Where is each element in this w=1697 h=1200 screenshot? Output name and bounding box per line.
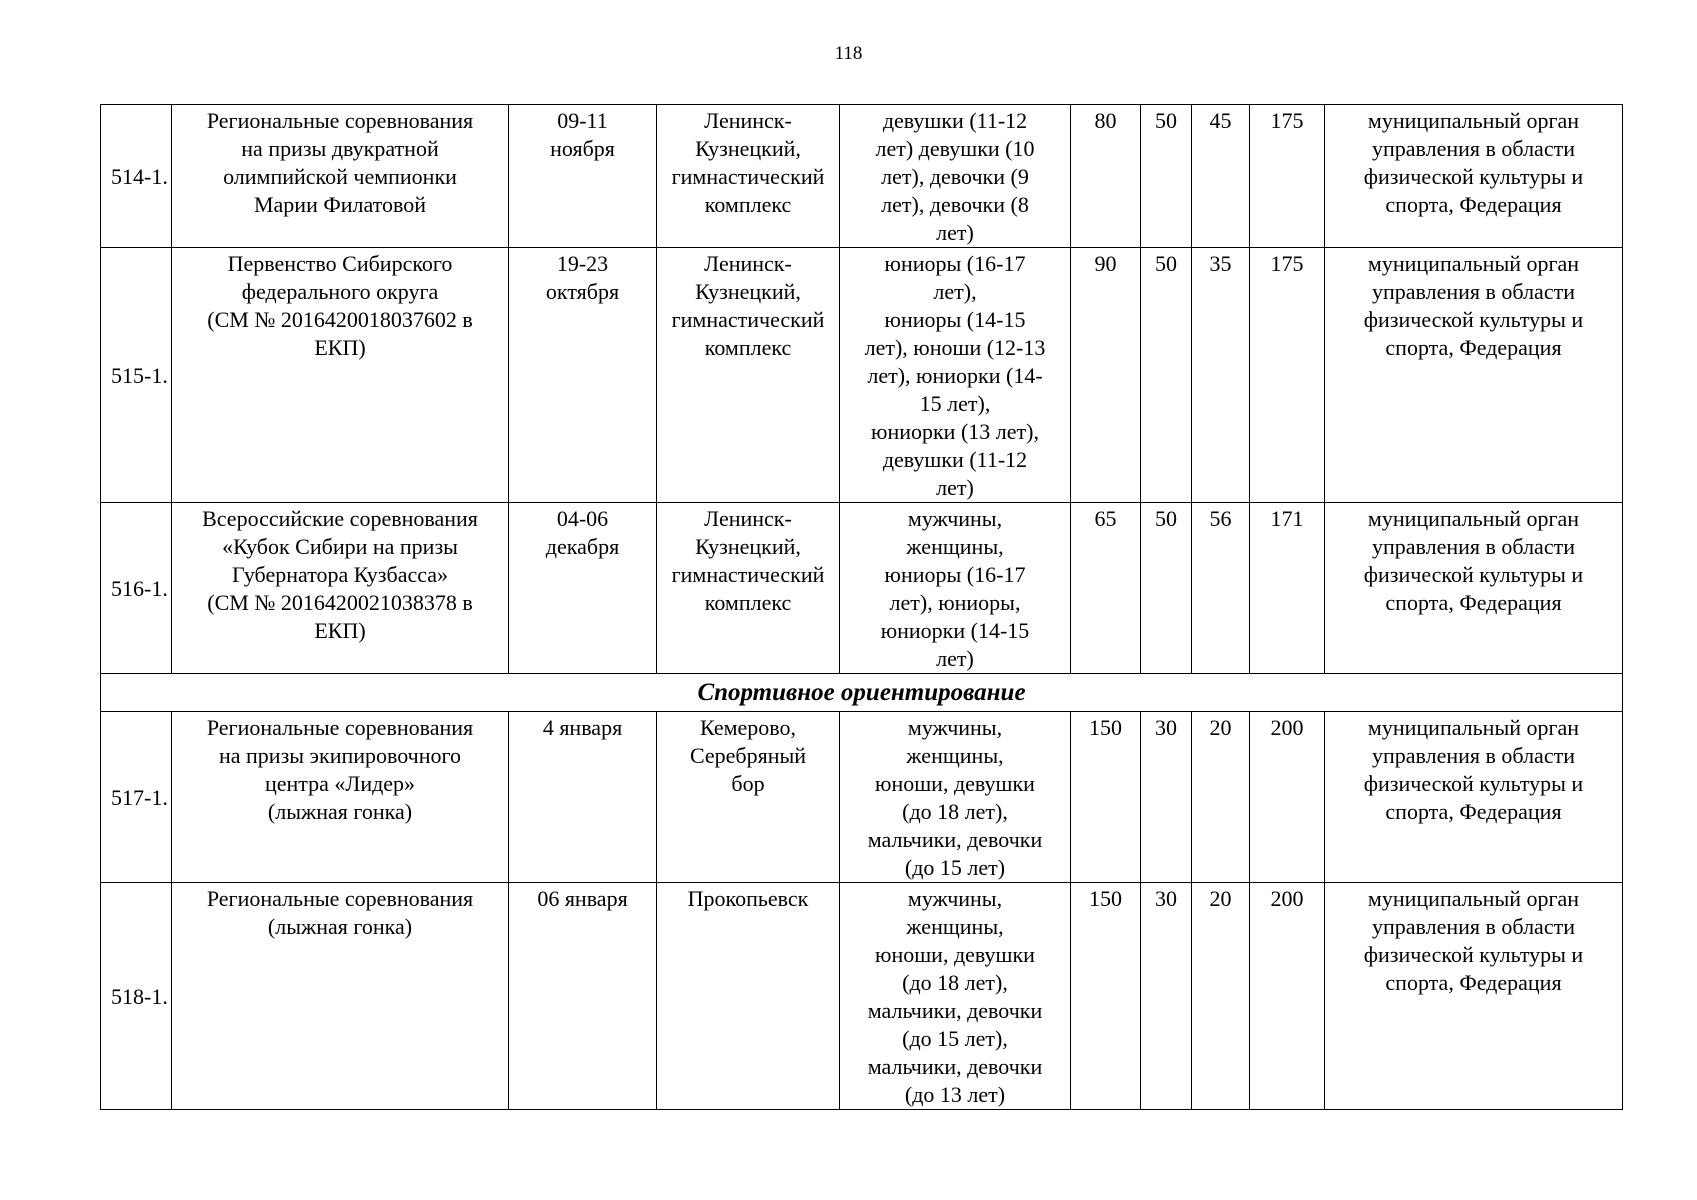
count-2 — [1141, 105, 1192, 248]
count-1-line: 90 — [1094, 251, 1117, 276]
count-2 — [1141, 883, 1192, 1110]
event-participants — [840, 105, 1071, 248]
event-participants-line: мальчики, девочки — [867, 1054, 1043, 1079]
event-participants-line: юниоры (16-17 — [884, 251, 1026, 276]
event-name-line: «Кубок Сибири на призы — [222, 534, 458, 559]
event-participants-line: юноши, девушки — [875, 771, 1035, 796]
event-place-line: Ленинск- — [704, 506, 792, 531]
event-participants-line: лет) девушки (10 — [875, 136, 1035, 161]
count-1 — [1071, 503, 1141, 674]
event-dates-line: 04-06 — [556, 506, 609, 531]
event-place-line: Кемерово, — [699, 715, 797, 740]
event-name-line: (лыжная гонка) — [267, 799, 413, 824]
section-title: Спортивное ориентирование — [101, 674, 1623, 712]
event-participants-line: женщины, — [906, 534, 1004, 559]
event-place — [657, 883, 840, 1110]
event-place-line: гимнастический — [671, 562, 825, 587]
event-organizer-line: муниципальный орган — [1367, 715, 1580, 740]
count-1 — [1071, 712, 1141, 883]
count-3-line: 20 — [1209, 886, 1232, 911]
event-name-line: на призы экипировочного — [219, 743, 461, 768]
event-participants-line: юноши, девушки — [875, 942, 1035, 967]
event-participants-line: девушки (11-12 — [882, 447, 1028, 472]
count-2-line: 30 — [1155, 715, 1177, 740]
event-participants-line: лет), девочки (8 — [881, 192, 1029, 217]
event-organizer-line: управления в области — [1372, 914, 1575, 939]
count-2 — [1141, 712, 1192, 883]
count-total — [1250, 503, 1325, 674]
event-participants-line: 15 лет), — [919, 391, 991, 416]
event-place-line: Кузнецкий, — [695, 136, 801, 161]
count-3 — [1192, 248, 1250, 503]
event-place — [657, 503, 840, 674]
event-organizer — [1325, 248, 1623, 503]
event-dates — [509, 248, 657, 503]
event-participants-line: (до 13 лет) — [904, 1082, 1006, 1107]
event-name-line: ЕКП) — [314, 618, 366, 643]
count-1-line: 150 — [1089, 715, 1122, 740]
event-organizer — [1325, 712, 1623, 883]
event-dates-line: ноября — [550, 136, 615, 161]
event-name — [172, 105, 509, 248]
count-total-line: 171 — [1270, 506, 1304, 531]
event-participants-line: женщины, — [906, 914, 1004, 939]
count-1 — [1071, 883, 1141, 1110]
event-name-line: Региональные соревнования — [206, 108, 474, 133]
count-total-line: 175 — [1270, 108, 1304, 133]
event-participants-line: (до 15 лет), — [902, 1026, 1008, 1051]
event-dates-line: декабря — [545, 534, 620, 559]
event-participants-line: лет), юниоры, — [889, 590, 1021, 615]
event-place-line: бор — [731, 771, 765, 796]
table-row — [101, 712, 1623, 883]
event-participants-line: лет), юноши (12-13 — [864, 335, 1046, 360]
event-number-line: 518-1. — [111, 984, 168, 1009]
event-name — [172, 883, 509, 1110]
event-organizer-line: муниципальный орган — [1367, 506, 1580, 531]
table-row — [101, 248, 1623, 503]
event-organizer-line: спорта, Федерация — [1385, 590, 1562, 615]
section-row — [101, 674, 1623, 712]
event-name-line: Губернатора Кузбасса» — [231, 562, 449, 587]
count-total-line: 175 — [1270, 251, 1304, 276]
event-number-line: 515-1. — [111, 363, 168, 388]
event-name — [172, 712, 509, 883]
event-place — [657, 105, 840, 248]
event-organizer-line: физической культуры и — [1363, 307, 1584, 332]
events-table-body — [101, 105, 1623, 1110]
count-3 — [1192, 503, 1250, 674]
event-name-line: (СМ № 2016420018037602 в — [207, 307, 473, 332]
event-participants-line: лет), девочки (9 — [881, 164, 1029, 189]
event-place-line: комплекс — [704, 590, 792, 615]
event-dates-line: 06 января — [537, 886, 628, 911]
event-name-line: Марии Филатовой — [253, 192, 427, 217]
table-row — [101, 105, 1623, 248]
event-place-line: Прокопьевск — [687, 886, 809, 911]
event-participants-line: лет) — [936, 646, 974, 671]
event-name-line: федерального округа — [241, 279, 439, 304]
event-name-line: на призы двукратной — [241, 136, 439, 161]
count-1 — [1071, 105, 1141, 248]
event-place — [657, 712, 840, 883]
event-number — [101, 105, 172, 248]
event-name-line: Всероссийские соревнования — [202, 506, 478, 531]
event-organizer-line: муниципальный орган — [1367, 251, 1580, 276]
events-table — [100, 104, 1623, 1110]
event-organizer-line: управления в области — [1372, 136, 1575, 161]
event-place-line: Ленинск- — [704, 251, 792, 276]
event-participants-line: (до 18 лет), — [902, 799, 1008, 824]
event-participants-line: девушки (11-12 — [882, 108, 1028, 133]
event-dates-line: 19-23 — [556, 251, 609, 276]
event-dates — [509, 105, 657, 248]
event-dates-line: октября — [545, 279, 620, 304]
event-participants — [840, 712, 1071, 883]
event-participants-line: (до 15 лет) — [904, 855, 1006, 880]
count-3-line: 45 — [1209, 108, 1232, 133]
count-3-line: 56 — [1209, 506, 1232, 531]
event-participants-line: лет), — [933, 279, 977, 304]
event-organizer — [1325, 883, 1623, 1110]
event-organizer-line: управления в области — [1372, 534, 1575, 559]
event-number — [101, 712, 172, 883]
event-organizer — [1325, 503, 1623, 674]
count-3 — [1192, 105, 1250, 248]
event-organizer-line: муниципальный орган — [1367, 108, 1580, 133]
event-organizer-line: физической культуры и — [1363, 771, 1584, 796]
event-participants-line: (до 18 лет), — [902, 970, 1008, 995]
event-participants-line: юниоры (14-15 — [884, 307, 1026, 332]
event-participants-line: мужчины, — [907, 886, 1003, 911]
event-organizer-line: физической культуры и — [1363, 164, 1584, 189]
event-participants-line: юниорки (13 лет), — [871, 419, 1039, 444]
event-dates — [509, 883, 657, 1110]
event-dates — [509, 503, 657, 674]
event-dates-line: 4 января — [542, 715, 623, 740]
event-participants — [840, 883, 1071, 1110]
event-participants-line: мальчики, девочки — [867, 827, 1043, 852]
event-name-line: центра «Лидер» — [264, 771, 416, 796]
table-row — [101, 883, 1623, 1110]
event-participants-line: мужчины, — [907, 506, 1003, 531]
event-place — [657, 248, 840, 503]
count-total — [1250, 105, 1325, 248]
event-place-line: комплекс — [704, 335, 792, 360]
event-organizer-line: спорта, Федерация — [1385, 799, 1562, 824]
count-2-line: 50 — [1155, 108, 1177, 133]
event-place-line: Ленинск- — [704, 108, 792, 133]
event-dates-line: 09-11 — [557, 108, 608, 133]
event-name-line: (лыжная гонка) — [267, 914, 413, 939]
event-organizer-line: спорта, Федерация — [1385, 192, 1562, 217]
event-organizer-line: управления в области — [1372, 279, 1575, 304]
event-name-line: олимпийской чемпионки — [223, 164, 457, 189]
count-total — [1250, 712, 1325, 883]
table-row — [101, 503, 1623, 674]
count-3-line: 20 — [1209, 715, 1232, 740]
count-2 — [1141, 503, 1192, 674]
event-name — [172, 248, 509, 503]
count-total-line: 200 — [1270, 886, 1304, 911]
event-participants — [840, 503, 1071, 674]
count-1-line: 80 — [1094, 108, 1117, 133]
count-1-line: 150 — [1089, 886, 1122, 911]
event-place-line: Кузнецкий, — [695, 279, 801, 304]
event-place-line: Серебряный — [689, 743, 807, 768]
event-number-line: 514-1. — [111, 164, 168, 189]
event-place-line: Кузнецкий, — [695, 534, 801, 559]
count-total — [1250, 883, 1325, 1110]
event-number-line: 516-1. — [111, 576, 168, 601]
event-place-line: комплекс — [704, 192, 792, 217]
event-number-line: 517-1. — [111, 785, 168, 810]
event-organizer — [1325, 105, 1623, 248]
event-participants-line: лет) — [936, 220, 974, 245]
event-participants-line: лет), юниорки (14- — [867, 363, 1043, 388]
event-place-line: гимнастический — [671, 307, 825, 332]
event-organizer-line: спорта, Федерация — [1385, 335, 1562, 360]
event-name — [172, 503, 509, 674]
count-total — [1250, 248, 1325, 503]
event-number — [101, 248, 172, 503]
event-name-line: Региональные соревнования — [206, 886, 474, 911]
event-participants-line: женщины, — [906, 743, 1004, 768]
event-name-line: Первенство Сибирского — [227, 251, 453, 276]
count-2-line: 50 — [1155, 506, 1177, 531]
count-2-line: 30 — [1155, 886, 1177, 911]
event-organizer-line: управления в области — [1372, 743, 1575, 768]
event-participants-line: юниоры (16-17 — [884, 562, 1026, 587]
event-participants — [840, 248, 1071, 503]
event-participants-line: мальчики, девочки — [867, 998, 1043, 1023]
page-number: 118 — [834, 43, 863, 64]
event-place-line: гимнастический — [671, 164, 825, 189]
count-1 — [1071, 248, 1141, 503]
count-2 — [1141, 248, 1192, 503]
event-name-line: Региональные соревнования — [206, 715, 474, 740]
count-2-line: 50 — [1155, 251, 1177, 276]
count-3 — [1192, 883, 1250, 1110]
event-number — [101, 883, 172, 1110]
event-organizer-line: муниципальный орган — [1367, 886, 1580, 911]
count-1-line: 65 — [1094, 506, 1117, 531]
event-participants-line: лет) — [936, 475, 974, 500]
event-dates — [509, 712, 657, 883]
count-total-line: 200 — [1270, 715, 1304, 740]
event-organizer-line: физической культуры и — [1363, 942, 1584, 967]
event-participants-line: мужчины, — [907, 715, 1003, 740]
event-name-line: (СМ № 2016420021038378 в — [207, 590, 473, 615]
event-organizer-line: физической культуры и — [1363, 562, 1584, 587]
event-participants-line: юниорки (14-15 — [880, 618, 1030, 643]
event-number — [101, 503, 172, 674]
count-3 — [1192, 712, 1250, 883]
count-3-line: 35 — [1209, 251, 1232, 276]
event-name-line: ЕКП) — [314, 335, 366, 360]
event-organizer-line: спорта, Федерация — [1385, 970, 1562, 995]
